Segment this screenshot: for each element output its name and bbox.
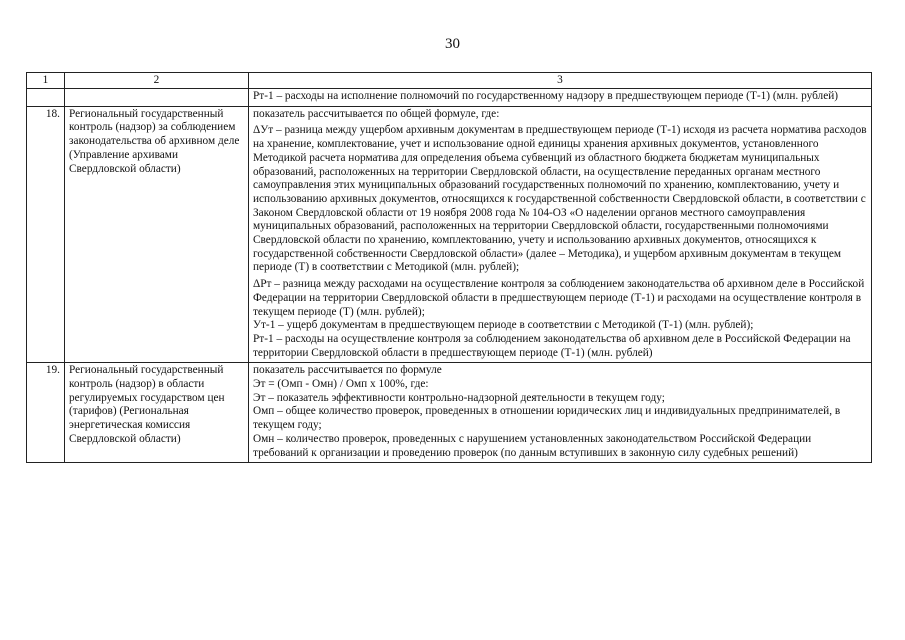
row-description (249, 89, 872, 107)
indicators-table (26, 72, 872, 463)
table-row-continuation (27, 89, 872, 107)
efficiency-formula: Эт = (Омп - Омн) / Омп х 100%, где: (253, 378, 429, 391)
row-number: 18. (27, 106, 65, 363)
omp-definition: Омп – общее количество проверок, проведенных в отношении юридических лиц и индивидуальных предпринимателей, в текущем году; (253, 405, 841, 432)
row-name: Региональный государственный контроль (надзор) в области регулируемых государством цен (тарифов) (Региональная энергетическая комиссия Свердловской области) (65, 363, 249, 463)
header-col-1: 1 (27, 73, 65, 89)
header-col-2: 2 (65, 73, 249, 89)
row-number (27, 89, 65, 107)
formula-intro: показатель рассчитывается по формуле (253, 364, 442, 377)
header-col-3: 3 (249, 73, 872, 89)
table-row-19 (27, 363, 872, 463)
row-number: 19. (27, 363, 65, 463)
u-prev-definition: Ут-1 – ущерб документам в предшествующем периоде в соответствии с Методикой (Т-1) (млн. рублей); (253, 319, 754, 332)
formula-intro: показатель рассчитывается по общей формуле, где: (253, 107, 500, 120)
e-definition: Эт – показатель эффективности контрольно-надзорной деятельности в текущем году; (253, 391, 665, 404)
row-name (65, 89, 249, 107)
p-prev-definition: Рт-1 – расходы на осуществление контроля за соблюдением законодательства об архивном деле в Российской Федерации на территории Свердловской области в предшествующем периоде (Т-1) (млн. рублей) (253, 332, 851, 359)
row-description (249, 363, 872, 463)
p-prev-definition: Рт-1 – расходы на исполнение полномочий по государственному надзору в предшествующем периоде (Т-1) (млн. рублей) (253, 90, 839, 102)
page-number: 30 (445, 36, 460, 52)
table-row-18 (27, 106, 872, 363)
table-header-row (27, 73, 872, 89)
omn-definition: Омн – количество проверок, проведенных с нарушением установленных законодательством Российской Федерации требований к организации и проведению проверок (по данным вступивших в законную силу судебных решений) (253, 432, 812, 459)
delta-p-definition: ΔРт – разница между расходами на осуществление контроля за соблюдением законодательства об архивном деле в Российской Федерации на территории Свердловской области в предшествующем периоде (Т-1) и расходами на осуществление контроля в текущем периоде (Т) (млн. рублей); (253, 278, 865, 318)
delta-u-definition: ΔУт – разница между ущербом архивным документам в предшествующем периоде (Т-1) исходя из расчета норматива расходов на хранение, комплектование, учет и использование одной единицы хранения архивных документов, установленного Методикой расчета норматива для определения объема субвенций из областного бюджета бюджетам муниципальных образований, расположенных на территории Свердловской области, на осуществление переданных органам местного самоуправления этих муниципальных образований государственных полномочий по хранению, комплектованию, учету и использованию архивных документов, относящихся к государственной собственности Свердловской области, в соответствии с Законом Свердловской области от 19 ноября 2008 года № 104-ОЗ «О наделении органов местного самоуправления муниципальных образований, расположенных на территории Свердловской области, государственными полномочиями Свердловской области по хранению, комплектованию, учету и использованию архивных документов, относящихся к государственной собственности Свердловской области» (далее – Методика), и ущербом архивным документам в текущем периоде (Т) в соответствии с Методикой (млн. рублей); (253, 124, 867, 274)
row-description (249, 106, 872, 363)
row-name: Региональный государственный контроль (надзор) за соблюдением законодательства об архивном деле (Управление архивами Свердловской области) (65, 106, 249, 363)
